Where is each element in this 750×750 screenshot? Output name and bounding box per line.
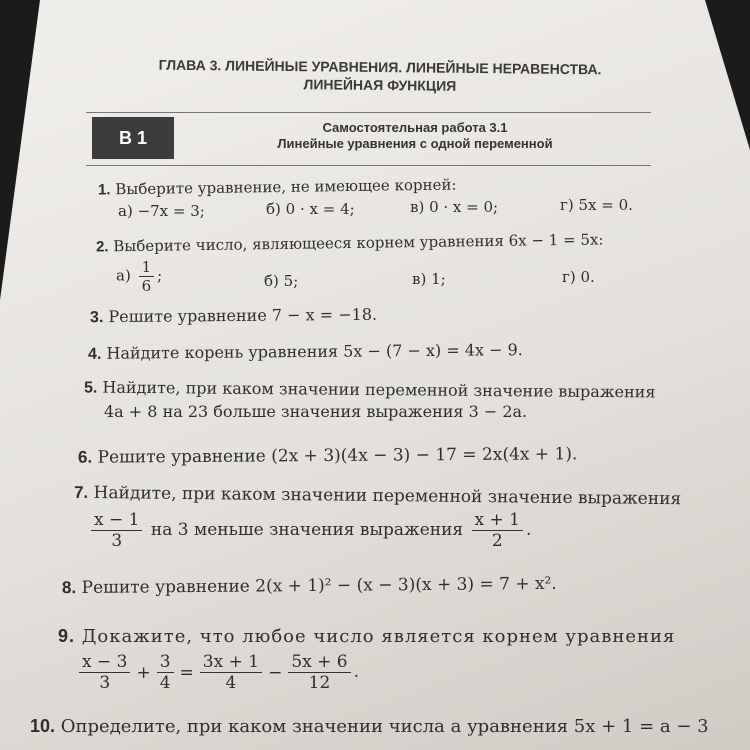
fraction-numerator: x + 1	[472, 510, 523, 531]
task-1-option-d: г) 5x = 0.	[560, 196, 633, 214]
fraction-numerator: 1	[139, 258, 155, 277]
task-text: Докажите, что любое число является корнем уравнения	[81, 626, 676, 647]
fraction	[472, 510, 523, 551]
fraction-denominator: 6	[141, 277, 152, 295]
fraction-numerator: x − 1	[91, 510, 142, 531]
task-number: 7.	[73, 482, 89, 502]
task-6	[78, 444, 577, 467]
option-suffix: ;	[157, 266, 163, 285]
variant-label: В 1	[92, 117, 174, 159]
task-text: Решите уравнение (2x + 3)(4x − 3) − 17 = 2x(4x + 1).	[97, 444, 578, 468]
fraction-denominator: 3	[99, 673, 111, 693]
task-text: Решите уравнение 2(x + 1)² − (x − 3)(x + 3) = 7 + x².	[81, 573, 557, 598]
task-7	[74, 483, 681, 509]
fraction-denominator: 12	[308, 673, 331, 693]
task-2-option-b: б) 5;	[264, 272, 299, 290]
fraction	[139, 258, 155, 295]
task-10	[30, 716, 709, 737]
task-9	[58, 626, 675, 647]
fraction-numerator: x − 3	[79, 652, 130, 673]
task-text: Найдите, при каком значении переменной значение выражения	[102, 377, 656, 402]
fraction-numerator: 3x + 1	[200, 652, 262, 673]
task-1-option-b: б) 0 · x = 4;	[266, 200, 355, 218]
task-4	[88, 340, 523, 364]
task-text: на 3 меньше значения выражения	[150, 520, 464, 540]
task-2	[96, 230, 604, 255]
task-1-option-c: в) 0 · x = 0;	[410, 198, 499, 216]
fraction-denominator: 3	[111, 531, 123, 551]
operator-minus: −	[268, 662, 283, 683]
task-2-option-a	[116, 258, 162, 295]
task-8	[62, 574, 557, 598]
chapter-heading-line1: ГЛАВА 3. ЛИНЕЙНЫЕ УРАВНЕНИЯ. ЛИНЕЙНЫЕ НЕРАВЕНСТВА.	[158, 56, 602, 78]
task-text: Выберите уравнение, не имеющее корней:	[115, 175, 457, 199]
work-title: Самостоятельная работа 3.1	[322, 120, 508, 135]
task-5-line2: 4a + 8 на 23 больше значения выражения 3 − 2a.	[104, 402, 528, 421]
task-text: Найдите корень уравнения 5x − (7 − x) = 4x − 9.	[106, 340, 523, 363]
task-2-option-c: в) 1;	[412, 270, 446, 288]
chapter-heading-line2: ЛИНЕЙНАЯ ФУНКЦИЯ	[303, 76, 457, 94]
task-number: 10.	[30, 716, 56, 736]
fraction	[200, 652, 262, 693]
task-7-line2	[88, 510, 531, 551]
task-number: 2.	[95, 238, 109, 256]
task-1-option-a: а) −7x = 3;	[118, 202, 205, 220]
task-text: Определите, при каком значении числа a уравнения 5x + 1 = a − 3	[60, 716, 709, 737]
fraction	[288, 652, 350, 693]
task-5	[84, 378, 656, 403]
fraction-denominator: 4	[159, 673, 171, 693]
option-prefix: а)	[116, 266, 131, 285]
task-1	[98, 175, 457, 198]
fraction-numerator: 3	[157, 652, 174, 673]
end-punct: .	[526, 520, 532, 540]
fraction-numerator: 5x + 6	[288, 652, 350, 673]
fraction	[91, 510, 142, 551]
task-text: Выберите число, являющееся корнем уравнения 6x − 1 = 5x:	[113, 230, 604, 256]
task-number: 5.	[83, 379, 98, 397]
operator-equals: =	[179, 662, 194, 683]
task-number: 8.	[61, 578, 77, 598]
task-number: 3.	[89, 309, 104, 327]
task-text: Найдите, при каком значении переменной значение выражения	[93, 483, 682, 510]
fraction-denominator: 2	[491, 531, 503, 551]
task-2-option-d: г) 0.	[562, 268, 595, 286]
fraction	[157, 652, 174, 693]
task-number: 1.	[97, 181, 111, 199]
operator-plus: +	[136, 662, 151, 683]
task-number: 9.	[58, 626, 76, 646]
fraction-denominator: 4	[225, 673, 237, 693]
task-number: 6.	[77, 447, 93, 467]
task-number: 4.	[87, 345, 102, 363]
task-text: Решите уравнение 7 − x = −18.	[108, 304, 378, 327]
task-9-equation	[76, 652, 359, 693]
fraction	[79, 652, 130, 693]
task-3	[90, 305, 377, 328]
work-subtitle: Линейные уравнения с одной переменной	[277, 136, 553, 151]
end-punct: .	[353, 662, 360, 682]
